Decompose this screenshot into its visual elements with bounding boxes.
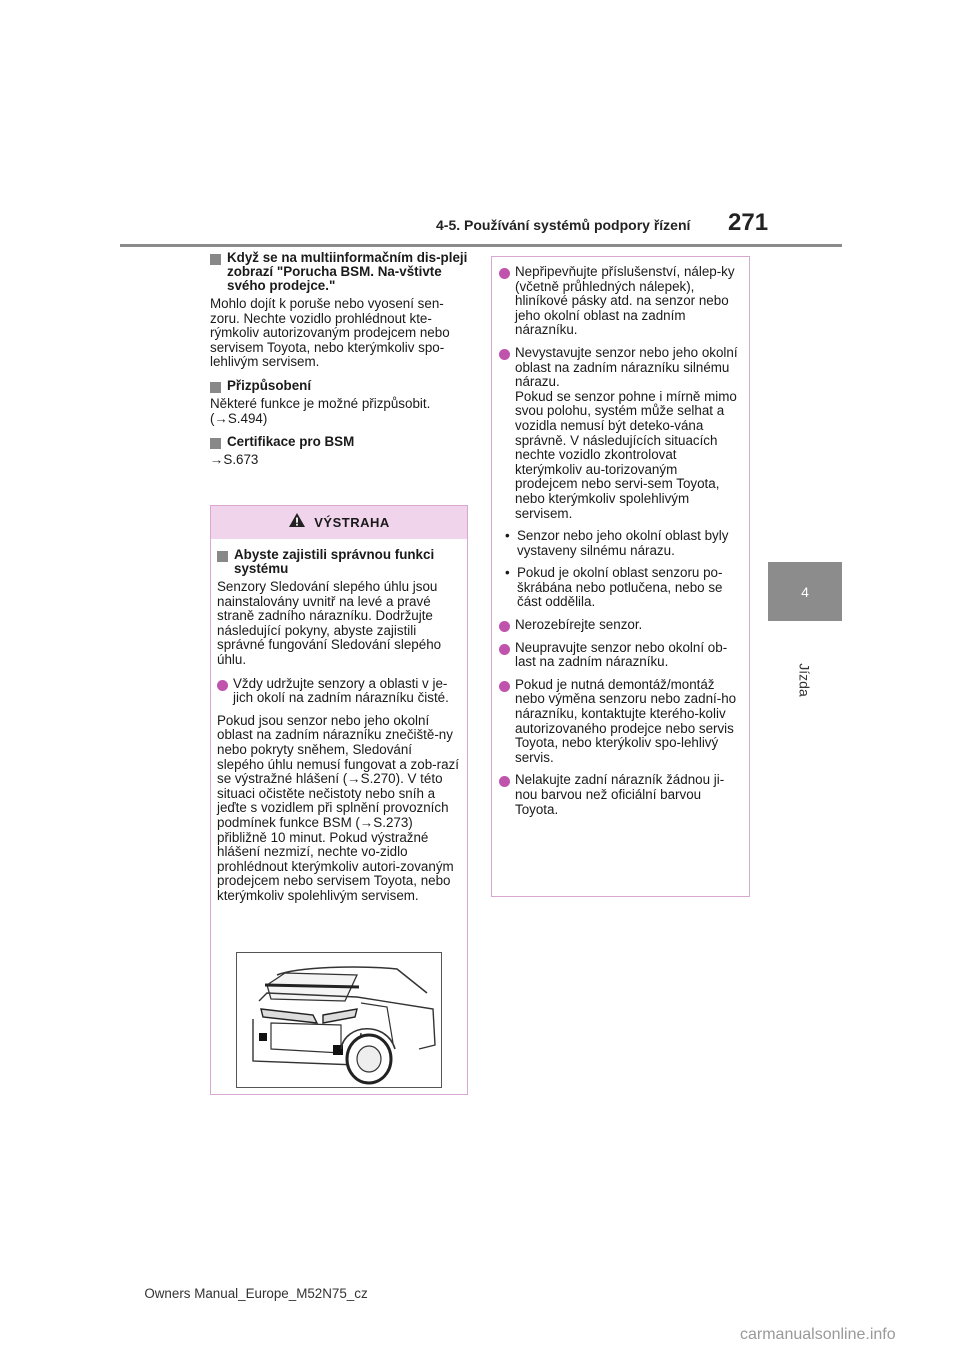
paragraph: Pokud jsou senzor nebo jeho okolní oblast na zadním nárazníku znečiště-ny nebo pokryty sněhem, Sledování slepého úhlu nemusí fungovat a zob-razí se výstražné hlášení (→S.270). V této situaci očistěte nečistoty nebo sníh a jeďte s vozidlem při splnění provozních podmínek funkce BSM (→S.273) přibližně 10 minut. Pokud výstražné hlášení nezmizí, nechte vo-zidlo prohlédnout kterýmkoliv autori-zovaným prodejcem nebo servisem Toyota, nebo kterýmkoliv spolehlivým servisem. bbox=[217, 712, 459, 903]
bullet-dot-icon bbox=[499, 776, 510, 787]
watermark: carmanualsonline.info bbox=[740, 1326, 896, 1343]
list-item bbox=[499, 265, 741, 338]
sub-list-item bbox=[499, 566, 741, 610]
sub-bullet-text: Pokud je okolní oblast senzoru po-škrábána nebo potlučena, nebo se část oddělila. bbox=[517, 565, 723, 610]
section-heading bbox=[210, 251, 468, 293]
footer-text: Owners Manual_Europe_M52N75_cz bbox=[144, 1286, 368, 1301]
bullet-text-main: Nevystavujte senzor nebo jeho okolní oblast na zadním nárazníku silnému nárazu. bbox=[515, 344, 738, 390]
bullet-dot-icon bbox=[217, 680, 228, 691]
page-reference: →S.673 bbox=[210, 452, 259, 468]
bullet-dot-icon bbox=[499, 681, 510, 692]
bullet-text: Nerozebírejte senzor. bbox=[515, 617, 643, 633]
warning-header bbox=[211, 506, 467, 539]
list-item bbox=[499, 618, 741, 633]
list-item bbox=[499, 773, 741, 817]
bullet-dot-icon bbox=[499, 268, 510, 279]
bullet-dot-icon bbox=[499, 349, 510, 360]
bullet-dot-icon bbox=[499, 621, 510, 632]
section-heading bbox=[210, 379, 468, 393]
square-bullet-icon bbox=[217, 551, 228, 562]
page-number: 271 bbox=[728, 209, 769, 236]
square-bullet-icon bbox=[210, 438, 221, 449]
section-title: 4-5. Používání systémů podpory řízení bbox=[436, 217, 691, 233]
bullet-text: Pokud je nutná demontáž/montáž nebo výměna senzoru nebo zadní-ho nárazníku, kontaktujte kterého-koliv autorizovaného prodejce nebo servis Toyota, nebo kterýkoliv spo-lehlivý servis. bbox=[515, 676, 737, 765]
heading-text: Abyste zajistili správnou funkci systému bbox=[234, 547, 435, 576]
square-bullet-icon bbox=[210, 254, 221, 265]
chapter-label-text: Jízda bbox=[797, 663, 813, 697]
bullet-text: Nelakujte zadní nárazník žádnou ji-nou barvou než oficiální barvou Toyota. bbox=[515, 772, 725, 817]
list-item bbox=[499, 678, 741, 766]
warning-continuation bbox=[491, 256, 750, 897]
left-column bbox=[210, 251, 468, 477]
sub-bullet-icon: • bbox=[505, 565, 510, 581]
sub-bullet-text: Senzor nebo jeho okolní oblast byly vystaveny silnému nárazu. bbox=[517, 528, 729, 558]
square-bullet-icon bbox=[210, 382, 221, 393]
paragraph: Senzory Sledování slepého úhlu jsou nainstalovány uvnitř na levé a pravé straně zadního nárazníku. Dodržujte následující pokyny, abyste zajistili správné fungování Sledování slepého úhlu. bbox=[217, 579, 442, 667]
car-rear-illustration bbox=[236, 952, 442, 1088]
bullet-text: Nepřipevňujte příslušenství, nálep-ky (včetně průhledných nálepek), hliníkové pásky atd. na senzor nebo jeho okolní oblast na zadním nárazníku. bbox=[515, 264, 735, 338]
header-divider bbox=[120, 244, 842, 247]
warning-title: VÝSTRAHA bbox=[314, 515, 390, 530]
heading-text: Když se na multiinformačním dis-pleji zobrazí "Porucha BSM. Na-vštivte svého prodejce." bbox=[227, 250, 468, 293]
warning-triangle-icon bbox=[288, 512, 306, 533]
list-item bbox=[499, 346, 741, 521]
bullet-text bbox=[515, 346, 741, 521]
chapter-tab bbox=[768, 562, 842, 621]
chapter-number: 4 bbox=[801, 584, 809, 600]
warning-box bbox=[210, 505, 468, 1095]
list-item bbox=[499, 641, 741, 670]
heading-text: Certifikace pro BSM bbox=[227, 434, 355, 450]
chapter-label bbox=[790, 650, 820, 710]
sub-list-item bbox=[499, 529, 741, 558]
paragraph: Některé funkce je možné přizpůsobit. (→S.494) bbox=[210, 395, 431, 426]
paragraph: Mohlo dojít k poruše nebo vyosení sen-zoru. Nechte vozidlo prohlédnout kte-rýmkoliv autorizovaným prodejcem nebo servisem Toyota, nebo kterýmkoliv spo-lehlivým servisem. bbox=[210, 296, 450, 370]
bullet-dot-icon bbox=[499, 644, 510, 655]
bullet-text-detail: Pokud se senzor pohne i mírně mimo svou polohu, systém může selhat a vozidla nemusí být deteko-vána správně. V následujících situacích nechte vozidlo zkontrolovat kterýmkoliv au-torizovaným prodejcem nebo servi-sem Toyota, nebo kterýmkoliv spolehlivým servisem. bbox=[515, 388, 737, 521]
bullet-text: Vždy udržujte senzory a oblasti v je-jich okolí na zadním nárazníku čisté. bbox=[233, 675, 449, 706]
section-heading bbox=[210, 435, 468, 449]
list-item bbox=[217, 677, 459, 706]
heading-text: Přizpůsobení bbox=[227, 377, 312, 393]
warning-body bbox=[211, 539, 467, 903]
bullet-text: Neupravujte senzor nebo okolní ob-last na zadním nárazníku. bbox=[515, 639, 728, 670]
sub-bullet-icon: • bbox=[505, 528, 510, 544]
warning-heading bbox=[217, 548, 459, 576]
